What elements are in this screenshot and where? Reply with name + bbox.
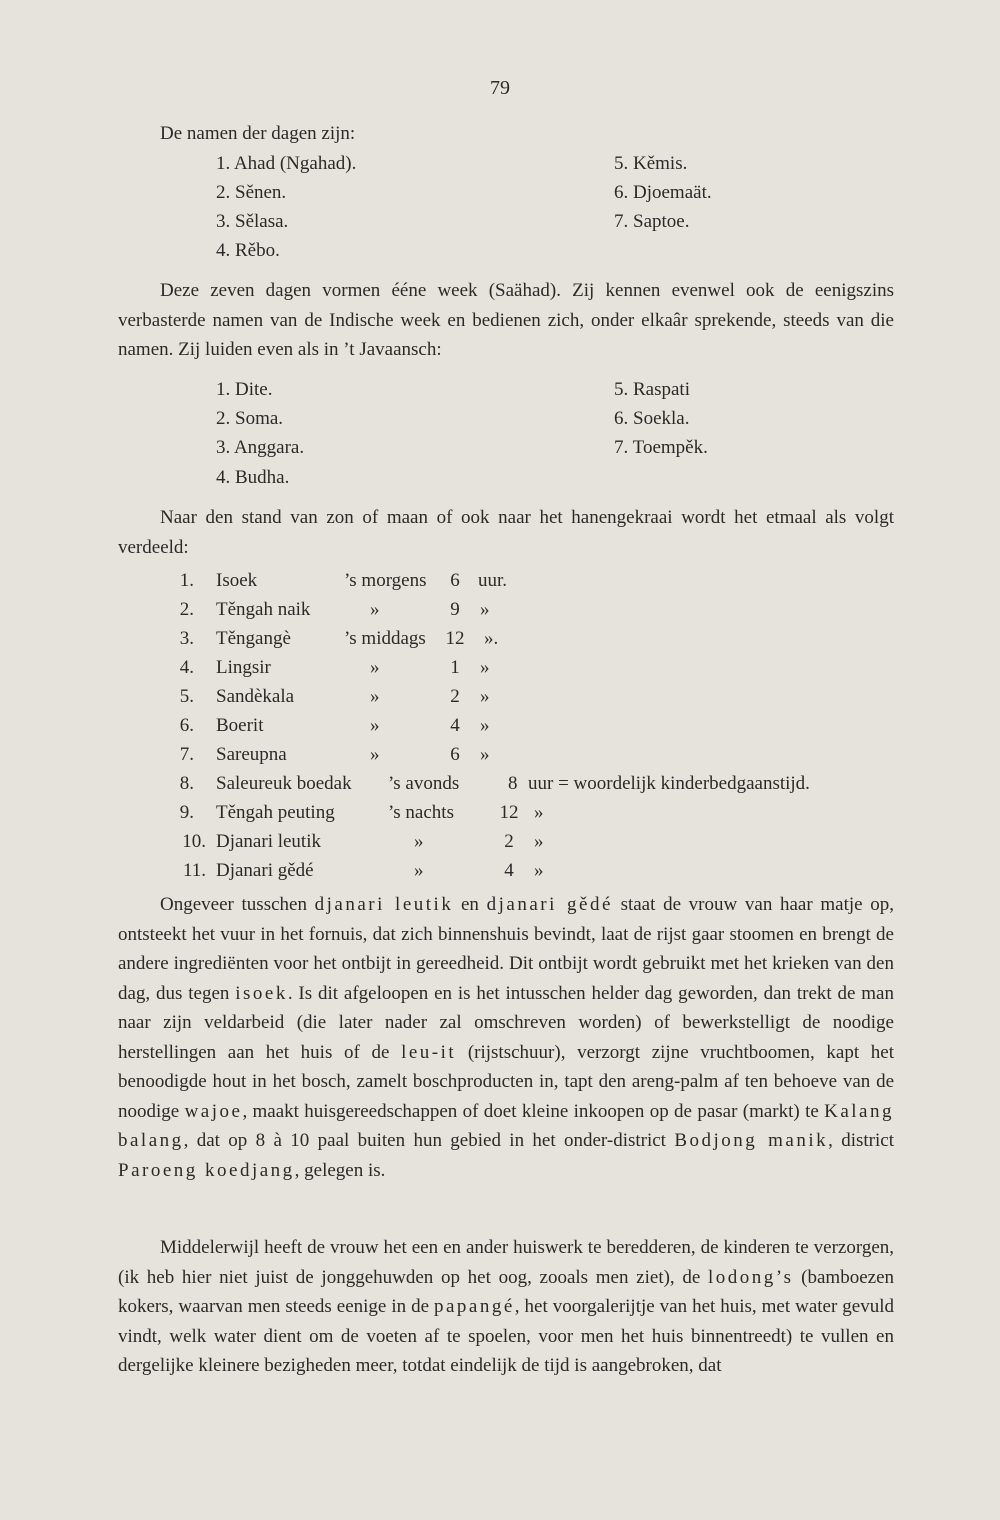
list-item: 7. Saptoe. <box>614 211 690 232</box>
paragraph-week: Deze zeven dagen vormen ééne week (Saähad). Zij kennen evenwel ook de eenigszins verbasterde namen van de Indische week en bedienen zich, onder elkaâr sprekende, steeds van die namen. Zij luiden even als in ’t Javaansch: <box>118 280 894 360</box>
paragraph-morning-routine: Ongeveer tusschen djanari leutik en djanari gědé staat de vrouw van haar matje op, ontsteekt het vuur in het fornuis, dat zich binnenshuis bevindt, laat de rijst gaar stoomen en brengt de andere ingrediënten voor het ontbijt in gereedheid. Dit ontbijt wordt gebruikt met het krieken van den dag, dus tegen isoek. Is dit afgeloopen en is het intusschen helder dag geworden, dan trekt de man naar zijn veldarbeid (die later nader zal omschreven worden) of bewerkstelligt de noodige herstellingen aan het huis of de leu-it (rijstschuur), verzorgt zijne vruchtboomen, kapt het benoodigde hout in het bosch, zamelt boschproducten in, tapt den areng-palm af ten behoeve van de noodige wajoe, maakt huisgereedschappen of doet kleine inkoopen op de pasar (markt) te Kalang balang, dat op 8 à 10 paal buiten hun gebied in het onder-district Bodjong manik, district Paroeng koedjang, gelegen is. <box>118 894 894 1181</box>
list-item: 2. Sěnen. <box>216 182 287 203</box>
list-item: 5. Kěmis. <box>614 153 688 174</box>
page-number: 79 <box>490 77 510 99</box>
list-item: 1. Dite. <box>216 379 273 400</box>
list-item: 4. Budha. <box>216 467 290 488</box>
days-intro: De namen der dagen zijn: <box>160 123 356 144</box>
list-item: 3. Anggara. <box>216 437 305 458</box>
paragraph-etmaal: Naar den stand van zon of maan of ook naar het hanengekraai wordt het etmaal als volgt verdeeld: <box>118 507 894 558</box>
list-item: 3. Sělasa. <box>216 211 289 232</box>
list-item: 7. Toempěk. <box>614 437 708 458</box>
list-item: 1. Ahad (Ngahad). <box>216 153 357 174</box>
paragraph-housework: Middelerwijl heeft de vrouw het een en ander huiswerk te beredderen, de kinderen te verzorgen, (ik heb hier niet juist de jonggehuwden op het oog, zooals men ziet), de lodong’s (bamboezen kokers, waarvan men steeds eenige in de papangé, het voorgalerijtje van het huis, met water gevuld vindt, welk water dient om de voeten af te spoelen, voor men het huis binnentreedt) te vullen en dergelijke kleinere bezigheden meer, totdat eindelijk de tijd is aangebroken, dat <box>118 1237 895 1376</box>
list-item: 6. Djoemaät. <box>614 182 712 203</box>
list-item: 6. Soekla. <box>614 408 690 429</box>
list-item: 4. Rěbo. <box>216 240 280 261</box>
book-page: 79 De namen der dagen zijn: 1. Ahad (Ngahad). 2. Sěnen. 3. Sělasa. 4. Rěbo. 5. Kěmis. 6. Djoemaät. 7. Saptoe. Deze zeven dagen vormen ééne week (Saähad). Zij kennen evenwel ook de eenigszins verbasterde namen van de Indische week en bedienen zich, onder elkaâr sprekende, steeds van die namen. Zij luiden even als in ’t Javaansch: 1. Dite. 2. Soma. 3. Anggara. 4. Budha. 5. Raspati 6. Soekla. 7. Toempěk. Naar den stand van zon of maan of ook naar het hanengekraai wordt het etmaal als volgt verdeeld: 1. Isoek ’s morgens 6 uur. 2. Těngah naik » 9 » 3. Těngangè ’s middags 12 ». 4. Lingsir » 1 » 5. Sandèkala » 2 » 6. Boerit » 4 » 7. Sareupna » 6 » 8. Saleureuk boedak ’s avonds 8 uur = woordelijk kinderbedgaanstijd. 9. Těngah peuting ’s nachts 12 » 10. Djanari leutik » 2 » 11. Djanari gědé » 4 » Ongeveer tusschen djanari leutik en djanari gědé staat de vrouw van haar matje op, ontsteekt het vuur in het fornuis, dat zich binnenshuis bevindt, laat de rijst gaar stoomen en brengt de andere ingrediënten voor het ontbijt in gereedheid. Dit ontbijt wordt gebruikt met het krieken van den dag, dus tegen isoek. Is dit afgeloopen en is het intusschen helder dag geworden, dan trekt de man naar zijn veldarbeid (die later nader zal omschreven worden) of bewerkstelligt de noodige herstellingen aan het huis of de leu-it (rijstschuur), verzorgt zijne vruchtboomen, kapt het benoodigde hout in het bosch, zamelt boschproducten in, tapt den areng-palm af ten behoeve van de noodige wajoe, maakt huisgereedschappen of doet kleine inkoopen op de pasar (markt) te Kalang balang, dat op 8 à 10 paal buiten hun gebied in het onder-district Bodjong manik, district Paroeng koedjang, gelegen is. Middelerwijl heeft de vrouw het een en ander huiswerk te beredderen, de kinderen te verzorgen, (ik heb hier niet juist de jonggehuwden op het oog, zooals men ziet), de lodong’s (bamboezen kokers, waarvan men steeds eenige in de papangé, het voorgalerijtje van het huis, met water gevuld vindt, welk water dient om de voeten af te spoelen, voor men het huis binnentreedt) te vullen en dergelijke kleinere bezigheden meer, totdat eindelijk de tijd is aangebroken, dat <box>0 0 1000 1520</box>
list-item: 2. Soma. <box>216 408 284 429</box>
list-item: 5. Raspati <box>614 379 690 400</box>
